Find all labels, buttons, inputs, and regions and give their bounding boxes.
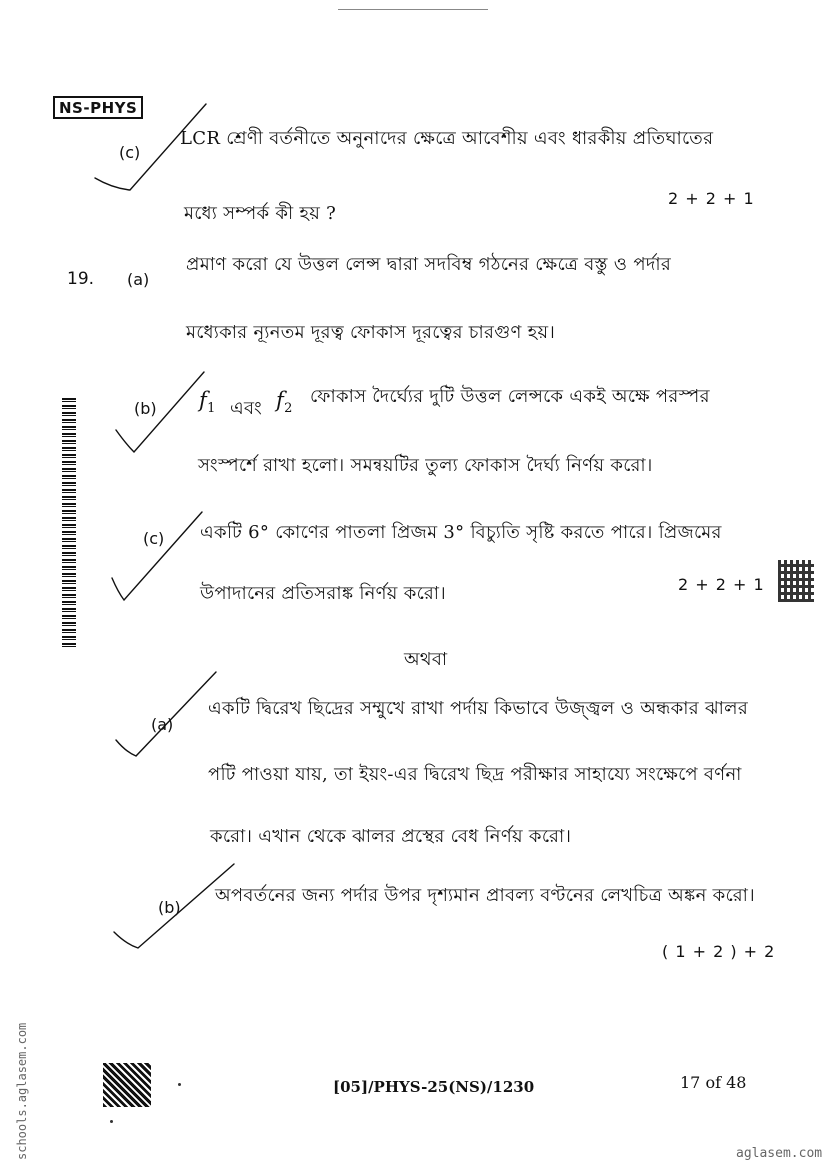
focal-symbol: f [276,388,285,412]
checkmark-icon [110,858,240,953]
side-barcode [62,398,76,648]
q18c-line-1: LCR শ্রেণী বর্তনীতে অনুনাদের ক্ষেত্রে আবেশীয় এবং ধারকীয় প্রতিঘাতের [180,128,714,149]
alt-a-line-2: পটি পাওয়া যায়, তা ইয়ং-এর দ্বিরেখ ছিদ্র পরীক্ষার সাহায্যে সংক্ষেপে বর্ণনা [208,764,742,785]
alt-a-line-3: করো। এখান থেকে ঝালর প্রস্থের বেধ নির্ণয় করো। [210,826,572,847]
q19c-label: (c) [143,529,165,548]
q19-number: 19. [67,269,95,289]
q18c-marks: 2 + 2 + 1 [668,189,755,208]
q19b-and: এবং [230,398,263,419]
q19a-line-1: প্রমাণ করো যে উত্তল লেন্স দ্বারা সদবিম্ব গঠনের ক্ষেত্রে বস্তু ও পর্দার [186,254,672,275]
watermark-vertical: schools.aglasem.com [15,1022,29,1160]
alt-b-marks: ( 1 + 2 ) + 2 [662,942,776,961]
top-rule [338,9,488,10]
focal-symbol: f [199,388,208,412]
q19b-line-1-rest: ফোকাস দৈর্ঘ্যের দুটি উত্তল লেন্সকে একই অক্ষে পরস্পর [310,386,710,407]
q19b-f2 [276,388,293,416]
q19b-label: (b) [134,399,157,418]
or-divider: অথবা [404,649,448,670]
qr-code-icon [778,560,814,602]
focal-sub-2: 2 [284,401,293,417]
q18c-line-2: মধ্যে সম্পর্ক কী হয় ? [184,203,337,224]
checkmark-icon [108,508,208,603]
q19c-line-2: উপাদানের প্রতিসরাঙ্ক নির্ণয় করো। [200,583,447,604]
q19a-label: (a) [127,270,150,289]
focal-sub-1: 1 [207,401,216,417]
checkmark-icon [112,668,222,763]
watermark-bottom-right: aglasem.com [736,1146,823,1161]
alt-b-line-1: অপবর্তনের জন্য পর্দার উপর দৃশ্যমান প্রাবল্য বণ্টনের লেখচিত্র অঙ্কন করো। [215,885,755,906]
q19a-line-2: মধ্যেকার ন্যূনতম দূরত্ব ফোকাস দূরত্বের চারগুণ হয়। [186,322,556,343]
alt-a-label: (a) [151,715,174,734]
alt-a-line-1: একটি দ্বিরেখ ছিদ্রের সম্মুখে রাখা পর্দায় কিভাবে উজ্জ্বল ও অন্ধকার ঝালর [208,698,749,719]
speck [178,1083,181,1086]
checkmark-icon [112,368,212,458]
alt-b-label: (b) [158,898,181,917]
page-number: 17 of 48 [680,1073,747,1092]
q19c-line-1: একটি 6° কোণের পাতলা প্রিজম 3° বিচ্যুতি সৃষ্টি করতে পারে। প্রিজমের [200,522,722,543]
q18c-label: (c) [119,143,141,162]
paper-code: [05]/PHYS-25(NS)/1230 [333,1078,535,1096]
q19c-marks: 2 + 2 + 1 [678,575,765,594]
footer-qr-code-icon [103,1063,151,1107]
subject-code-badge: NS-PHYS [53,96,143,119]
speck [110,1120,113,1123]
checkmark-icon [90,100,210,195]
q19b-line-2: সংস্পর্শে রাখা হলো। সমন্বয়টির তুল্য ফোকাস দৈর্ঘ্য নির্ণয় করো। [198,455,653,476]
